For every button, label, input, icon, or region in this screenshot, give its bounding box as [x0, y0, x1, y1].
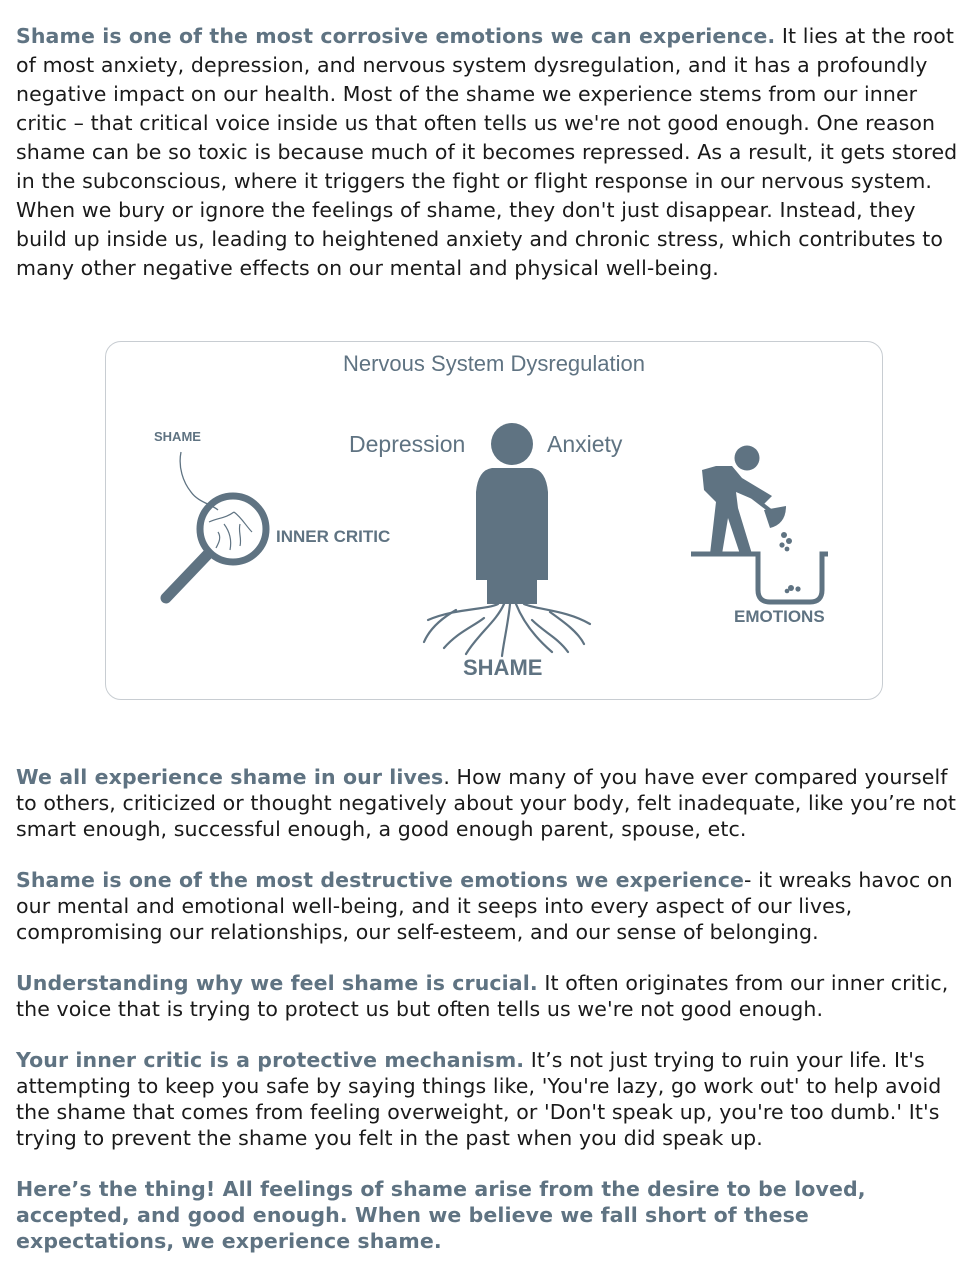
figure-title: Nervous System Dysregulation — [342, 351, 645, 376]
intro-body: It lies at the root of most anxiety, depression, and nervous system dysregulation, and it has a profoundly negative impact on our health. Most of the shame we experience stems from our inner critic – that critical voice inside us that often tells us we're not good enough. One reason shame can be so toxic is because much of it becomes repressed. As a result, it gets stored in the subconscious, where it triggers the fight or flight response in our nervous system. When we bury or ignore the feelings of shame, they don't just disappear. Instead, they build up inside us, leading to heightened anxiety and chronic stress, which contributes to many other negative effects on our mental and physical well-being. — [16, 24, 958, 280]
paragraph-experience — [16, 764, 972, 842]
shame-roots-label: SHAME — [463, 655, 543, 680]
paragraph-lead: We all experience shame in our lives — [16, 765, 444, 789]
closing-paragraph: Here’s the thing! All feelings of shame arise from the desire to be loved, accepted, and good enough. When we believe we fall short of these expectations, we experience shame. — [16, 1177, 866, 1253]
paragraph-body: It often originates from our inner critic, the voice that is trying to protect us but often tells us we're not good enough. — [16, 971, 949, 1021]
paragraph-understanding — [16, 970, 972, 1022]
paragraph-body: . How many of you have ever compared yourself to others, criticized or thought negatively about your body, felt inadequate, like you’re not smart enough, successful enough, a good enough parent, spouse, etc. — [16, 765, 957, 841]
shame-thread-label: SHAME — [154, 429, 201, 444]
inner-critic-label: INNER CRITIC — [276, 527, 391, 546]
figure-illustration — [106, 342, 884, 701]
intro-paragraph — [16, 22, 972, 283]
paragraph-body: It’s not just trying to ruin your life. It's attempting to keep you safe by saying things like, 'You're lazy, go work out' to help avoid the shame that comes from feeling overweight, or 'Don't speak up, you're too dumb.' It's trying to prevent the shame you felt in the past when you did speak up. — [16, 1048, 942, 1150]
paragraph-lead: Understanding why we feel shame is crucial. — [16, 971, 538, 995]
anxiety-label: Anxiety — [547, 431, 623, 457]
paragraph-protective — [16, 1047, 972, 1151]
intro-lead: Shame is one of the most corrosive emotions we can experience. — [16, 24, 776, 48]
paragraph-lead: Shame is one of the most destructive emotions we experience — [16, 868, 744, 892]
paragraph-body: - it wreaks havoc on our mental and emotional well-being, and it seeps into every aspect of our lives, compromising our relationships, our self-esteem, and our sense of belonging. — [16, 868, 953, 944]
depression-label: Depression — [349, 431, 466, 457]
emotions-label: EMOTIONS — [734, 607, 825, 626]
digging-person-icon — [691, 446, 828, 603]
paragraph-lead: Your inner critic is a protective mechanism. — [16, 1048, 525, 1072]
magnifier-icon — [166, 452, 266, 598]
paragraph-destructive — [16, 867, 972, 945]
nervous-system-figure — [105, 341, 883, 700]
